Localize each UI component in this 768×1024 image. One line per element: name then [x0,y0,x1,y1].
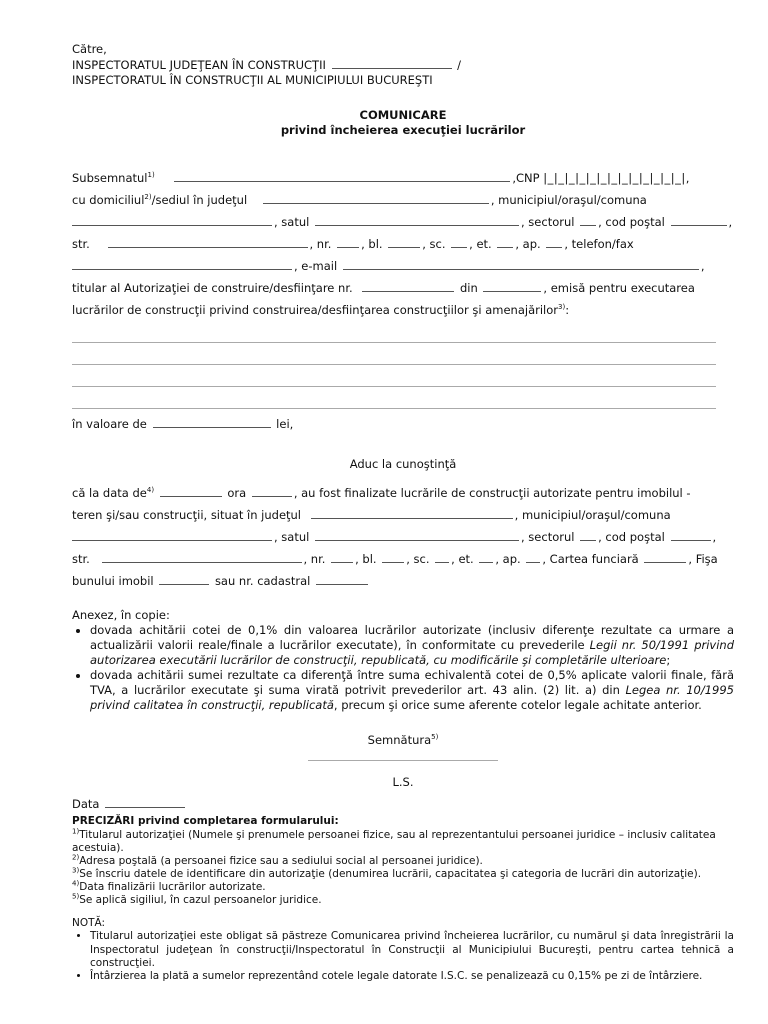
satul-field[interactable] [315,214,519,226]
sectorul-imobil-field[interactable] [580,529,596,541]
judet-imobil-field[interactable] [311,507,513,519]
lucrari-description-lines[interactable] [72,321,734,409]
municipiul-imobil-field[interactable] [72,529,272,541]
cadastral-field[interactable] [316,573,368,585]
form-section-1 [72,167,734,435]
domiciliu-row [72,189,734,211]
nr-imobil-field[interactable] [331,551,353,563]
description-line-3[interactable] [72,365,716,387]
ap-field[interactable] [546,236,562,248]
municipiul-field[interactable] [72,214,272,226]
din-label: din [459,280,478,295]
email-label: , e-mail [294,258,338,273]
data-finalizare-row [72,482,734,504]
telefon-label: , telefon/fax [564,236,634,251]
cadastral-row [72,570,734,592]
signature-label-row [72,733,734,748]
signature-field[interactable] [308,752,498,761]
email-row: , e-mail , [72,255,734,277]
precizari-item [72,894,734,907]
anexe-section [72,608,734,713]
lucrari-label: lucrărilor de construcţii privind construirea/desfiinţarea construcţiilor şi amenajărilor [72,302,559,317]
aduc-heading: Aduc la cunoştinţă [349,456,457,471]
cadastral-label: sau nr. cadastral [214,573,311,588]
footnote-ref-2: 2) [144,192,152,201]
nr-imobil-label: , nr. [303,551,326,566]
data-row [72,796,734,812]
municipiul-label: , municipiul/oraşul/comuna [490,192,647,207]
sc-imobil-field[interactable] [435,551,449,563]
valoare-label: în valoare de [72,416,147,431]
cnp-field[interactable]: |_|_|_|_|_|_|_|_|_|_|_|_|_| [543,170,686,185]
carte-funciara-field[interactable] [644,551,686,563]
ap-label: , ap. [515,236,541,251]
sc-field[interactable] [451,236,467,248]
subsemnatul-label: Subsemnatul [72,170,148,185]
addressee-separator: / [457,57,462,72]
ap-imobil-field[interactable] [526,551,540,563]
precizari-item [72,881,734,894]
anexa-2-text: dovada achitării sumei rezultate ca diferenţă între suma echivalentă cotei de 0,5% aplicate valorii finale, fără TVA, a lucrărilor executate şi suma virată potrivit prevederilor art. 43 alin. (2) lit. a) din [90,667,734,697]
bl-imobil-label: , bl. [355,551,377,566]
fisa-label: , Fişa [688,551,718,566]
bunului-label: bunului imobil [72,573,154,588]
anexa-2-law: Legea nr. 10/1995 privind calitatea în construcţii, republicată [90,682,734,712]
colon: : [565,302,570,317]
sediul-label: /sediul în judeţul [151,192,248,207]
precizari-item [72,855,734,868]
autorizatie-nr-field[interactable] [362,280,454,292]
precizare-ref: 1) [72,827,80,836]
subsemnatul-row: Subsemnatul$^{1)}$ ,CNP |_|_|_|_|_|_|_|_|_|_|_|_|_|, [72,170,690,185]
precizari-section [72,815,734,907]
anexa-1-law: Legii nr. 50/1991 privind autorizarea executării lucrărilor de construcţii, republicată, cu modificările şi completările ulterioare [90,637,735,667]
description-line-1[interactable] [72,321,716,343]
telefon-field[interactable] [72,258,292,270]
precizare-text: Se înscriu datele de identificare din autorizaţie (denumirea lucrării, capacitatea şi categoria de lucrări din autorizaţie). [79,867,702,880]
data-finalizare-field[interactable] [160,485,222,497]
strada-row [72,233,734,255]
satul-imobil-field[interactable] [315,529,519,541]
precizare-ref: 2) [72,853,80,862]
precizari-item [72,829,734,855]
bl-imobil-field[interactable] [382,551,404,563]
signature-label: Semnătura [367,732,432,747]
county-field[interactable] [332,57,452,69]
satul-label: , satul [274,214,310,229]
addressee-county-inspectorate: INSPECTORATUL JUDEŢEAN ÎN CONSTRUCŢII [72,57,326,72]
footnote-ref-5: 5) [431,732,439,741]
judet-field[interactable] [263,192,489,204]
nota-section [72,917,734,983]
satul-imobil-row: , satul , sectorul , cod poştal , [72,526,734,548]
description-line-4[interactable] [72,387,716,409]
addressee-line2 [72,57,734,73]
nota-item: • Titularul autorizaţiei este obligat să păstreze Comunicarea privind încheierea lucrărilor, cu numărul şi data înregistrării la Inspectoratul judeţean în construcţii/Inspectoratul în Construcţii al Municipiului Bucureşti, pentru cartea tehnică a construcţiei. [90,930,734,969]
ora-field[interactable] [252,485,292,497]
data-label: Data [72,796,100,811]
nota-title: NOTĂ: [72,917,106,930]
bl-field[interactable] [388,236,420,248]
teren-label: teren şi/sau construcţii, situat în judeţul [72,507,302,522]
precizare-text: Se aplică sigiliul, în cazul persoanelor juridice. [79,894,322,907]
valoare-field[interactable] [153,416,271,428]
precizare-text: Adresa poştală (a persoanei fizice sau a sediului social al persoanei juridice). [79,854,483,867]
addressee-line1: Către, [72,42,107,56]
sectorul-imobil-label: , sectorul [521,529,575,544]
titular-label: titular al Autorizaţiei de construire/desfiinţare nr. [72,280,353,295]
sectorul-label: , sectorul [521,214,575,229]
ap-imobil-label: , ap. [495,551,521,566]
nr-label: , nr. [309,236,332,251]
anexe-title: Anexez, în copie: [72,607,170,622]
title-main: COMUNICARE [359,107,447,122]
ls-label: L.S. [392,774,414,789]
autorizatie-row [72,277,734,299]
precizare-text: Titularul autorizaţiei (Numele şi prenumele persoanei fizice, sau al reprezentantului persoanei juridice – inclusiv calitatea acestuia). [72,828,716,854]
str-imobil-field[interactable] [102,551,302,563]
municipiul-imobil-label: , municipiul/oraşul/comuna [514,507,671,522]
satul-row: , satul , sectorul , cod poştal , [72,211,734,233]
ca-la-data-label: că la data de [72,485,147,500]
anexe-list [72,623,734,713]
description-line-2[interactable] [72,343,716,365]
name-field[interactable] [174,170,510,182]
addressee-block [72,42,734,88]
data-field[interactable] [105,796,185,808]
fisa-bunului-field[interactable] [159,573,209,585]
footnote-ref-4: 4) [146,485,155,494]
anexa-item-2 [90,668,734,713]
bl-label: , bl. [361,236,383,251]
form-page [72,42,734,983]
footnote-ref-3: 3) [558,302,566,311]
nr-field[interactable] [337,236,359,248]
cod-postal-imobil-field[interactable] [671,529,711,541]
title-sub: privind încheierea execuţiei lucrărilor [280,122,526,137]
et-field[interactable] [497,236,513,248]
nota-item: • Întârzierea la plată a sumelor reprezentând cotele legale datorate I.S.C. se penalizează cu 0,15% pe zi de întârziere. [90,970,734,983]
et-imobil-label: , et. [451,551,474,566]
addressee-line3: INSPECTORATUL ÎN CONSTRUCŢII AL MUNICIPIULUI BUCUREŞTI [72,72,433,87]
ora-label: ora [227,485,247,500]
et-imobil-field[interactable] [479,551,493,563]
str-label: str. [72,236,90,251]
lucrari-row [72,299,734,321]
precizare-ref: 4) [72,879,80,888]
sc-label: , sc. [422,236,446,251]
document-title [72,108,734,138]
precizari-title: PRECIZĂRI privind completarea formularului: [72,815,339,828]
lei-label: lei, [276,416,294,431]
strada-imobil-row [72,548,734,570]
anexa-2-end: , precum şi orice sume aferente cotelor legale achitate anterior. [333,697,702,712]
precizare-text: Data finalizării lucrărilor autorizate. [79,881,266,894]
str-imobil-label: str. [72,551,90,566]
satul-imobil-label: , satul [274,529,310,544]
form-section-2 [72,482,734,592]
str-field[interactable] [108,236,308,248]
nota-list [72,930,734,983]
precizare-ref: 5) [72,892,80,901]
cod-postal-imobil-label: , cod poştal [598,529,665,544]
teren-row [72,504,734,526]
et-label: , et. [469,236,492,251]
precizari-item [72,868,734,881]
finalizate-label: , au fost finalizate lucrările de construcţii autorizate pentru imobilul - [293,485,691,500]
precizare-ref: 3) [72,866,80,875]
anexa-1-end: ; [666,652,671,667]
autorizatie-data-field[interactable] [483,280,541,292]
cod-postal-label: , cod poştal [598,214,665,229]
email-field[interactable] [343,258,699,270]
cnp-label: ,CNP [512,170,540,185]
valoare-row [72,413,734,435]
cod-postal-field[interactable] [671,214,727,226]
emisa-label: , emisă pentru executarea [543,280,695,295]
domiciliu-label: cu domiciliul [72,192,145,207]
footnote-ref-1: 1) [147,170,155,179]
anexa-1-text: dovada achitării cotei de 0,1% din valoarea lucrărilor autorizate (inclusiv diferenţe rezultate ca urmare a actualizării valorii reale/finale a lucrărilor executate), în conformitate cu prevederile [90,622,734,652]
sectorul-field[interactable] [580,214,596,226]
signature-block [72,733,734,790]
sc-imobil-label: , sc. [406,551,430,566]
anexa-item-1 [90,623,734,668]
carte-funciara-label: , Cartea funciară [542,551,639,566]
